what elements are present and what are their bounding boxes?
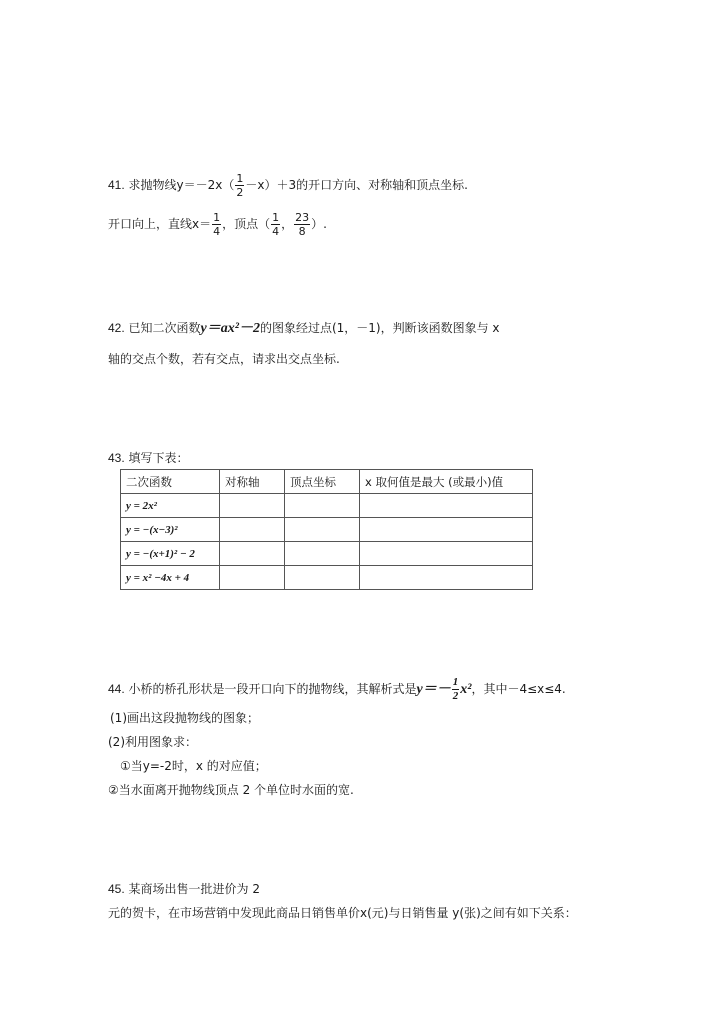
q44-sub4: ②当水面离开抛物线顶点 2 个单位时水面的宽.: [108, 783, 354, 797]
q44-sub1: (1)画出这段抛物线的图象；: [110, 711, 259, 725]
table-empty-cell[interactable]: [360, 542, 533, 566]
table-row: [121, 494, 533, 518]
q44-sub2: (2)利用图象求：: [108, 735, 197, 749]
q41-fraction-quarter: $\frac{1}{4}$: [213, 211, 221, 238]
q42-number: 42.: [108, 321, 125, 335]
q43-text: 填写下表：: [128, 451, 189, 465]
table-empty-cell[interactable]: [220, 494, 285, 518]
table-empty-cell[interactable]: [220, 542, 285, 566]
table-header-row: [121, 470, 533, 494]
table-empty-cell[interactable]: [285, 518, 360, 542]
table-empty-cell[interactable]: [285, 542, 360, 566]
q45-line2: 元的贺卡，在市场营销中发现此商品日销售单价x(元)与日销售量 y(张)之间有如下关系：: [108, 906, 577, 920]
q43-number: 43.: [108, 451, 125, 465]
table-header-cell: 顶点坐标: [285, 470, 360, 494]
q41-ans-a: 开口向上，直线x＝: [108, 217, 212, 231]
q44-fraction-half: $\frac{1}{2}$: [452, 676, 459, 702]
q41-text-a: 求抛物线y＝－2x（: [128, 178, 235, 192]
q42-text-a: 已知二次函数: [128, 321, 201, 335]
q41-fraction-half: $\frac{1}{2}$: [236, 172, 244, 199]
q41-fraction-23-8: $\frac{23}{8}$: [295, 211, 310, 238]
q44-text-a: 小桥的桥孔形状是一段开口向下的抛物线，其解析式是: [128, 682, 417, 696]
q44-text-b: ，其中－4≤x≤4.: [471, 682, 566, 696]
table-empty-cell[interactable]: [220, 518, 285, 542]
q43-question: [108, 450, 189, 466]
table-empty-cell[interactable]: [220, 566, 285, 590]
table-row: [121, 518, 533, 542]
q41-ans-b: ，顶点（: [222, 217, 271, 231]
table-header-cell: 二次函数: [121, 470, 220, 494]
q42-line2: 轴的交点个数，若有交点，请求出交点坐标.: [108, 352, 340, 366]
table-empty-cell[interactable]: [360, 494, 533, 518]
q41-question: [108, 172, 468, 199]
table-empty-cell[interactable]: [360, 518, 533, 542]
table-empty-cell[interactable]: [285, 566, 360, 590]
q41-ans-c: ，: [281, 217, 294, 231]
table-function-cell: y = −(x+1)² − 2: [121, 542, 220, 566]
q43-table: [120, 469, 533, 590]
q41-ans-d: ）.: [311, 217, 327, 231]
q42-text-b: 的图象经过点(1，－1)，判断该函数图象与 x: [259, 321, 500, 335]
q45-line1: 某商场出售一批进价为 2: [128, 882, 260, 896]
q41-answer: [108, 211, 327, 238]
table-header-cell: x 取何值是最大 (或最小)值: [360, 470, 533, 494]
table-header-cell: 对称轴: [220, 470, 285, 494]
q44-question: [108, 676, 566, 703]
table-empty-cell[interactable]: [285, 494, 360, 518]
q41-fraction-quarter-2: $\frac{1}{4}$: [272, 211, 280, 238]
q41-number: 41.: [108, 178, 125, 192]
q44-sub3: ①当y=-2时，x 的对应值；: [120, 759, 267, 773]
table-row: [121, 566, 533, 590]
table-empty-cell[interactable]: [360, 566, 533, 590]
q44-number: 44.: [108, 682, 125, 696]
q42-question: [108, 320, 500, 337]
q41-text-b: －x）＋3的开口方向、对称轴和顶点坐标.: [245, 178, 468, 192]
q42-formula: y＝ax²－2: [200, 321, 260, 336]
q44-formula-a: y＝－: [416, 682, 451, 697]
table-function-cell: y = x² −4x + 4: [121, 566, 220, 590]
table-row: [121, 542, 533, 566]
table-function-cell: y = 2x²: [121, 494, 220, 518]
table-function-cell: y = −(x−3)²: [121, 518, 220, 542]
q45-number: 45.: [108, 882, 125, 896]
q45-question: [108, 881, 260, 897]
q44-formula-b: x²: [460, 682, 472, 697]
